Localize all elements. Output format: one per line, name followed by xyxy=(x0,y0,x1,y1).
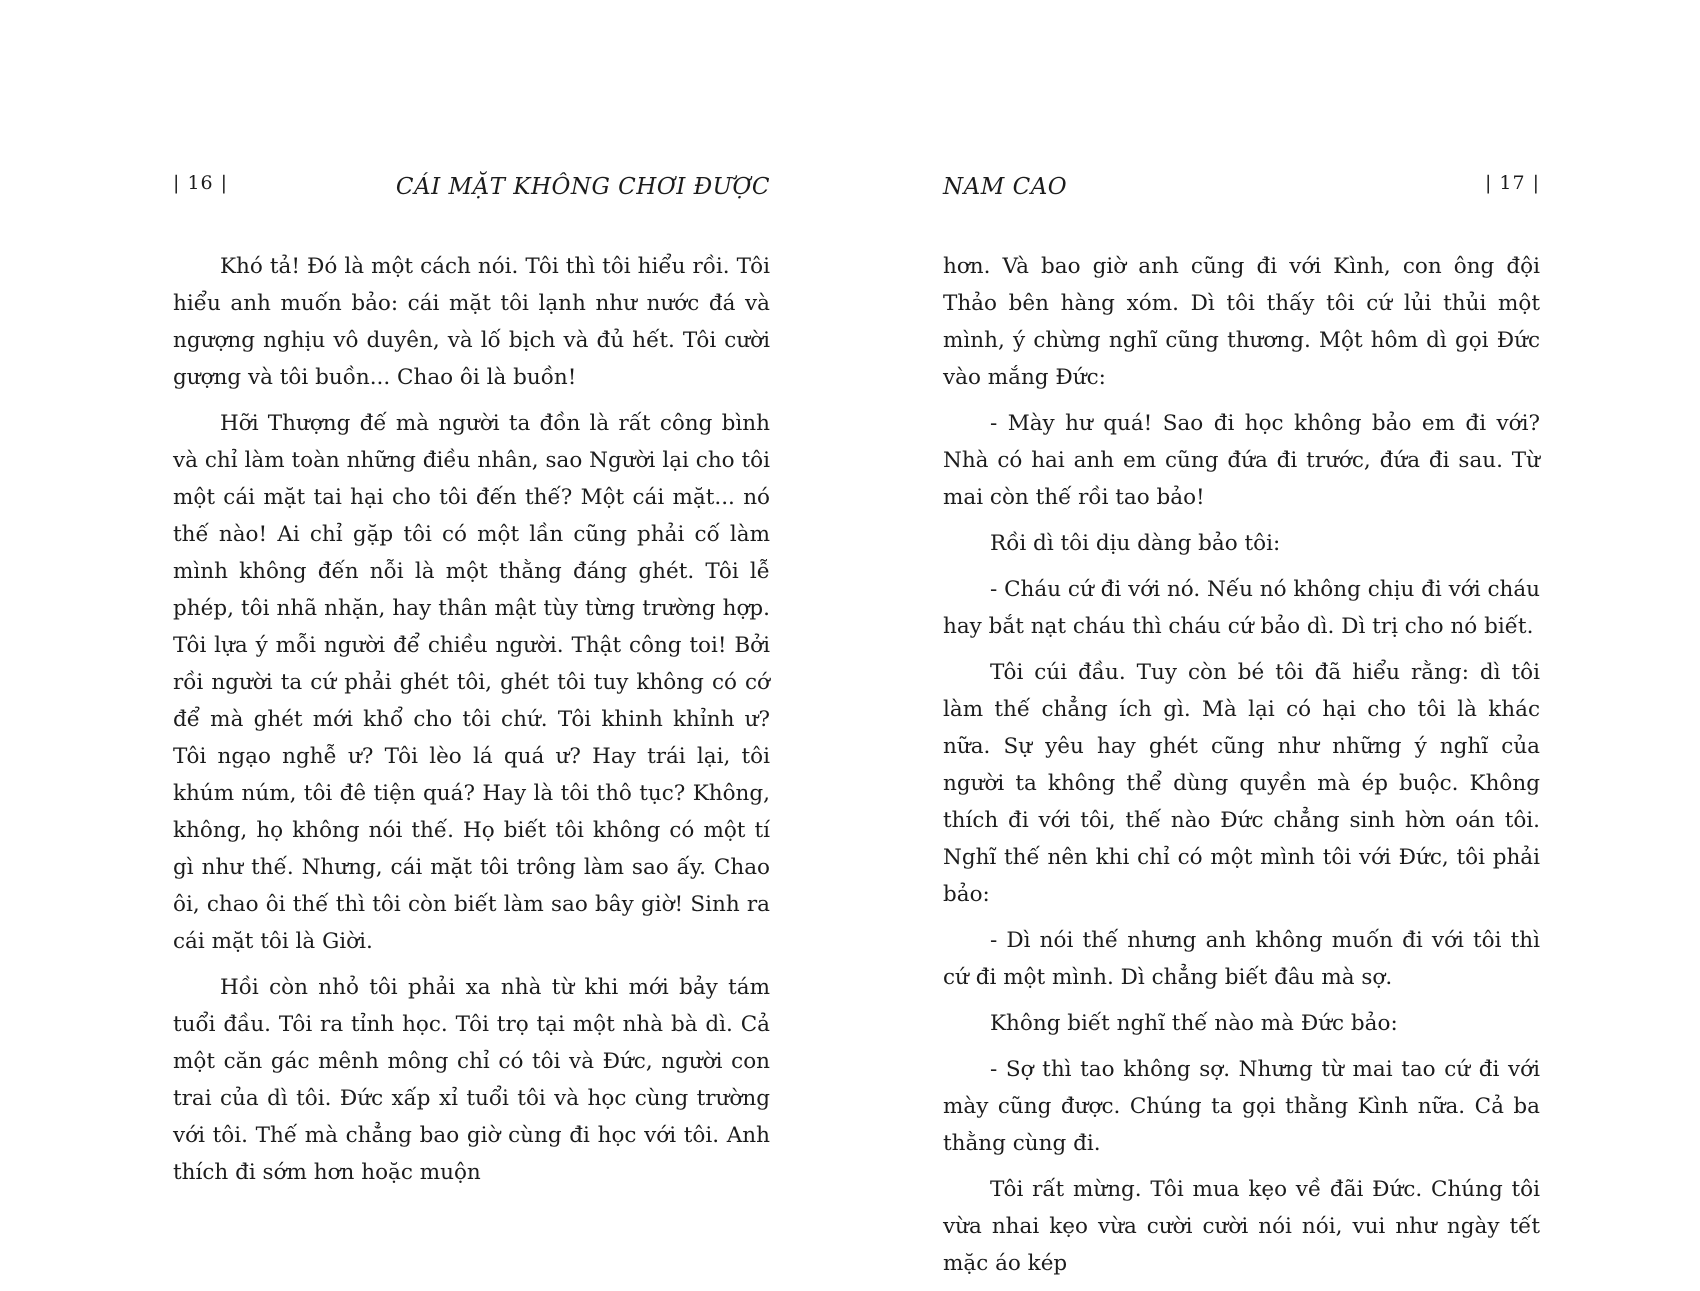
paragraph: Rồi dì tôi dịu dàng bảo tôi: xyxy=(990,531,1281,556)
dialogue-line: - Mày hư quá! Sao đi học không bảo em đi với? Nhà có hai anh em cũng đứa đi trước, đứa đi sau. Từ mai còn thế rồi tao bảo! xyxy=(943,411,1540,510)
dialogue-line: - Sợ thì tao không sợ. Nhưng từ mai tao cứ đi với mày cũng được. Chúng ta gọi thằng Kình nữa. Cả ba thằng cùng đi. xyxy=(943,1057,1540,1156)
left-page-body xyxy=(173,248,770,1200)
page-number: | 16 | xyxy=(173,172,229,194)
left-page-header xyxy=(173,168,770,208)
right-page-header xyxy=(943,168,1540,208)
paragraph: Khó tả! Đó là một cách nói. Tôi thì tôi hiểu rồi. Tôi hiểu anh muốn bảo: cái mặt tôi lạnh như nước đá và ngượng nghịu vô duyên, và lố bịch và đủ hết. Tôi cười gượng và tôi buồn... Chao ôi là buồn! xyxy=(173,254,770,390)
paragraph: Hồi còn nhỏ tôi phải xa nhà từ khi mới bảy tám tuổi đầu. Tôi ra tỉnh học. Tôi trọ tại một nhà bà dì. Cả một căn gác mênh mông chỉ có tôi và Đức, người con trai của dì tôi. Đức xấp xỉ tuổi tôi và học cùng trường với tôi. Thế mà chẳng bao giờ cùng đi học với tôi. Anh thích đi sớm hơn hoặc muộn xyxy=(173,975,770,1185)
page-number: | 17 | xyxy=(1484,172,1540,194)
paragraph: Tôi cúi đầu. Tuy còn bé tôi đã hiểu rằng: dì tôi làm thế chẳng ích gì. Mà lại có hại cho tôi là khác nữa. Sự yêu hay ghét cũng như những ý nghĩ của người ta không thể dùng quyền mà ép buộc. Không thích đi với tôi, thế nào Đức chẳng sinh hờn oán tôi. Nghĩ thế nên khi chỉ có một mình tôi với Đức, tôi phải bảo: xyxy=(943,660,1540,907)
paragraph: Không biết nghĩ thế nào mà Đức bảo: xyxy=(990,1011,1398,1036)
right-page xyxy=(850,0,1700,1276)
running-title-author: NAM CAO xyxy=(943,174,1068,200)
paragraph: Hỡi Thượng đế mà người ta đồn là rất công bình và chỉ làm toàn những điều nhân, sao Người lại cho tôi một cái mặt tai hại cho tôi đến thế? Một cái mặt... nó thế nào! Ai chỉ gặp tôi có một lần cũng phải cố làm mình không đến nỗi là một thằng đáng ghét. Tôi lễ phép, tôi nhã nhặn, hay thân mật tùy từng trường hợp. Tôi lựa ý mỗi người để chiều người. Thật công toi! Bởi rồi người ta cứ phải ghét tôi, ghét tôi tuy không có cớ để mà ghét mới khổ cho tôi chứ. Tôi khinh khỉnh ư? Tôi ngạo nghễ ư? Tôi lèo lá quá ư? Hay trái lại, tôi khúm núm, tôi đê tiện quá? Hay là tôi thô tục? Không, không, họ không nói thế. Họ biết tôi không có một tí gì như thế. Nhưng, cái mặt tôi trông làm sao ấy. Chao ôi, chao ôi thế thì tôi còn biết làm sao bây giờ! Sinh ra cái mặt tôi là Giời. xyxy=(173,411,770,954)
paragraph: Tôi rất mừng. Tôi mua kẹo về đãi Đức. Chúng tôi vừa nhai kẹo vừa cười cười nói nói, vui như ngày tết mặc áo kép xyxy=(943,1177,1540,1276)
left-page xyxy=(0,0,850,1271)
dialogue-line: - Cháu cứ đi với nó. Nếu nó không chịu đi với cháu hay bắt nạt cháu thì cháu cứ bảo dì. Dì trị cho nó biết. xyxy=(943,577,1540,639)
paragraph: hơn. Và bao giờ anh cũng đi với Kình, con ông đội Thảo bên hàng xóm. Dì tôi thấy tôi cứ lủi thủi một mình, ý chừng nghĩ cũng thương. Một hôm dì gọi Đức vào mắng Đức: xyxy=(943,254,1540,390)
right-page-body xyxy=(943,248,1540,1291)
running-title-book: CÁI MẶT KHÔNG CHƠI ĐƯỢC xyxy=(395,174,770,200)
dialogue-line: - Dì nói thế nhưng anh không muốn đi với tôi thì cứ đi một mình. Dì chẳng biết đâu mà sợ. xyxy=(943,928,1540,990)
